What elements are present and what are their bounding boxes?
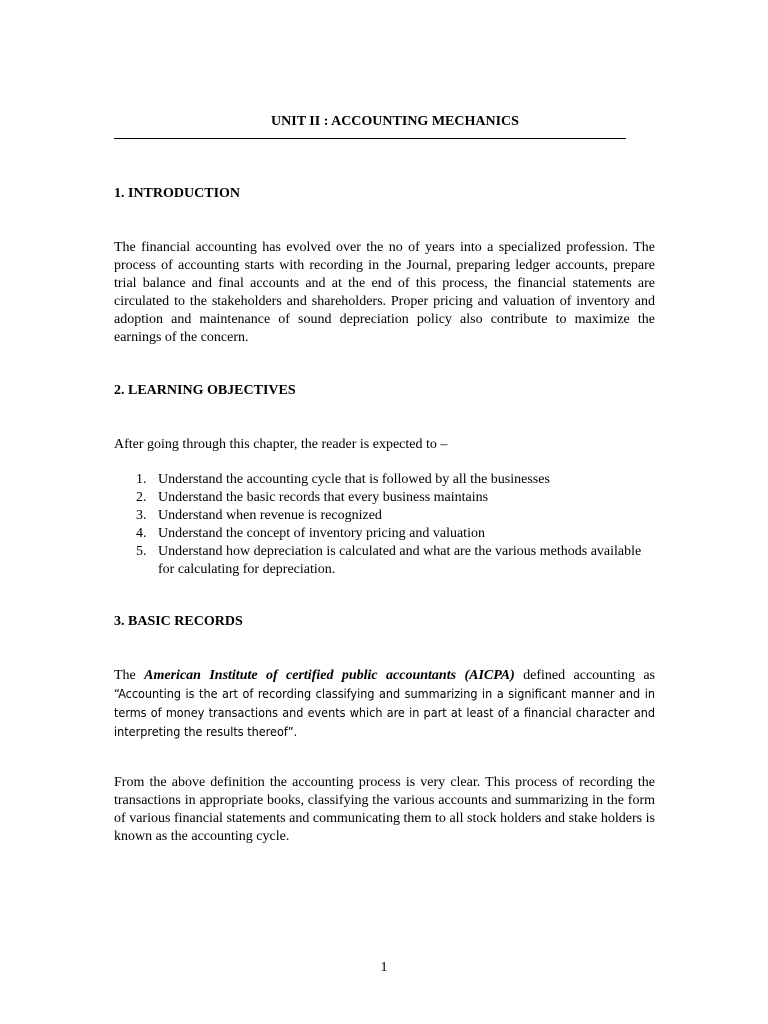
list-item (136, 471, 656, 489)
list-item-number: 4. (136, 526, 147, 541)
list-item-text: Understand the basic records that every business maintains (158, 490, 489, 505)
document-title: UNIT II : ACCOUNTING MECHANICS (271, 114, 519, 129)
definition-suffix: defined accounting as (514, 668, 656, 683)
list-item (136, 543, 656, 579)
list-item-number: 3. (136, 508, 147, 523)
objectives-list (136, 471, 656, 579)
list-item (136, 489, 656, 507)
list-item-number: 5. (136, 544, 147, 559)
title-underline (114, 138, 626, 139)
section-heading-introduction: 1. INTRODUCTION (114, 186, 241, 201)
objectives-lead: After going through this chapter, the reader is expected to – (114, 437, 448, 452)
list-item-text: Understand how depreciation is calculated and what are the various methods available for calculating for depreciation. (158, 544, 642, 577)
list-item-text: Understand the concept of inventory pricing and valuation (158, 526, 485, 541)
aicpa-definition-paragraph (114, 667, 655, 742)
page-number: 1 (380, 960, 388, 975)
list-item (136, 507, 656, 525)
list-item-number: 2. (136, 490, 147, 505)
section-heading-basic-records: 3. BASIC RECORDS (114, 614, 243, 629)
list-item (136, 525, 656, 543)
list-item-text: Understand the accounting cycle that is followed by all the businesses (158, 472, 550, 487)
accounting-cycle-paragraph: From the above definition the accounting process is very clear. This process of recording the transactions in appropriate books, classifying the various accounts and summarizing in the form of various financial statements and communicating them to all stock holders and stake holders is known as the accounting cycle. (114, 775, 655, 844)
section-heading-learning-objectives: 2. LEARNING OBJECTIVES (114, 383, 296, 398)
introduction-paragraph: The financial accounting has evolved over the no of years into a specialized profession. The process of accounting starts with recording in the Journal, preparing ledger accounts, prepare trial balance and final accounts and at the end of this process, the financial statements are circulated to the stakeholders and shareholders. Proper pricing and valuation of inventory and adoption and maintenance of sound depreciation policy also contribute to maximize the earnings of the concern. (114, 240, 655, 345)
definition-quote: “Accounting is the art of recording classifying and summarizing in a significant manner and in terms of money transactions and events which are in part at least of a financial character and interpreting the results thereof”. (114, 686, 655, 739)
definition-prefix: The (114, 668, 145, 683)
list-item-number: 1. (136, 472, 147, 487)
list-item-text: Understand when revenue is recognized (158, 508, 382, 523)
organization-name: American Institute of certified public accountants (AICPA) (144, 668, 515, 683)
